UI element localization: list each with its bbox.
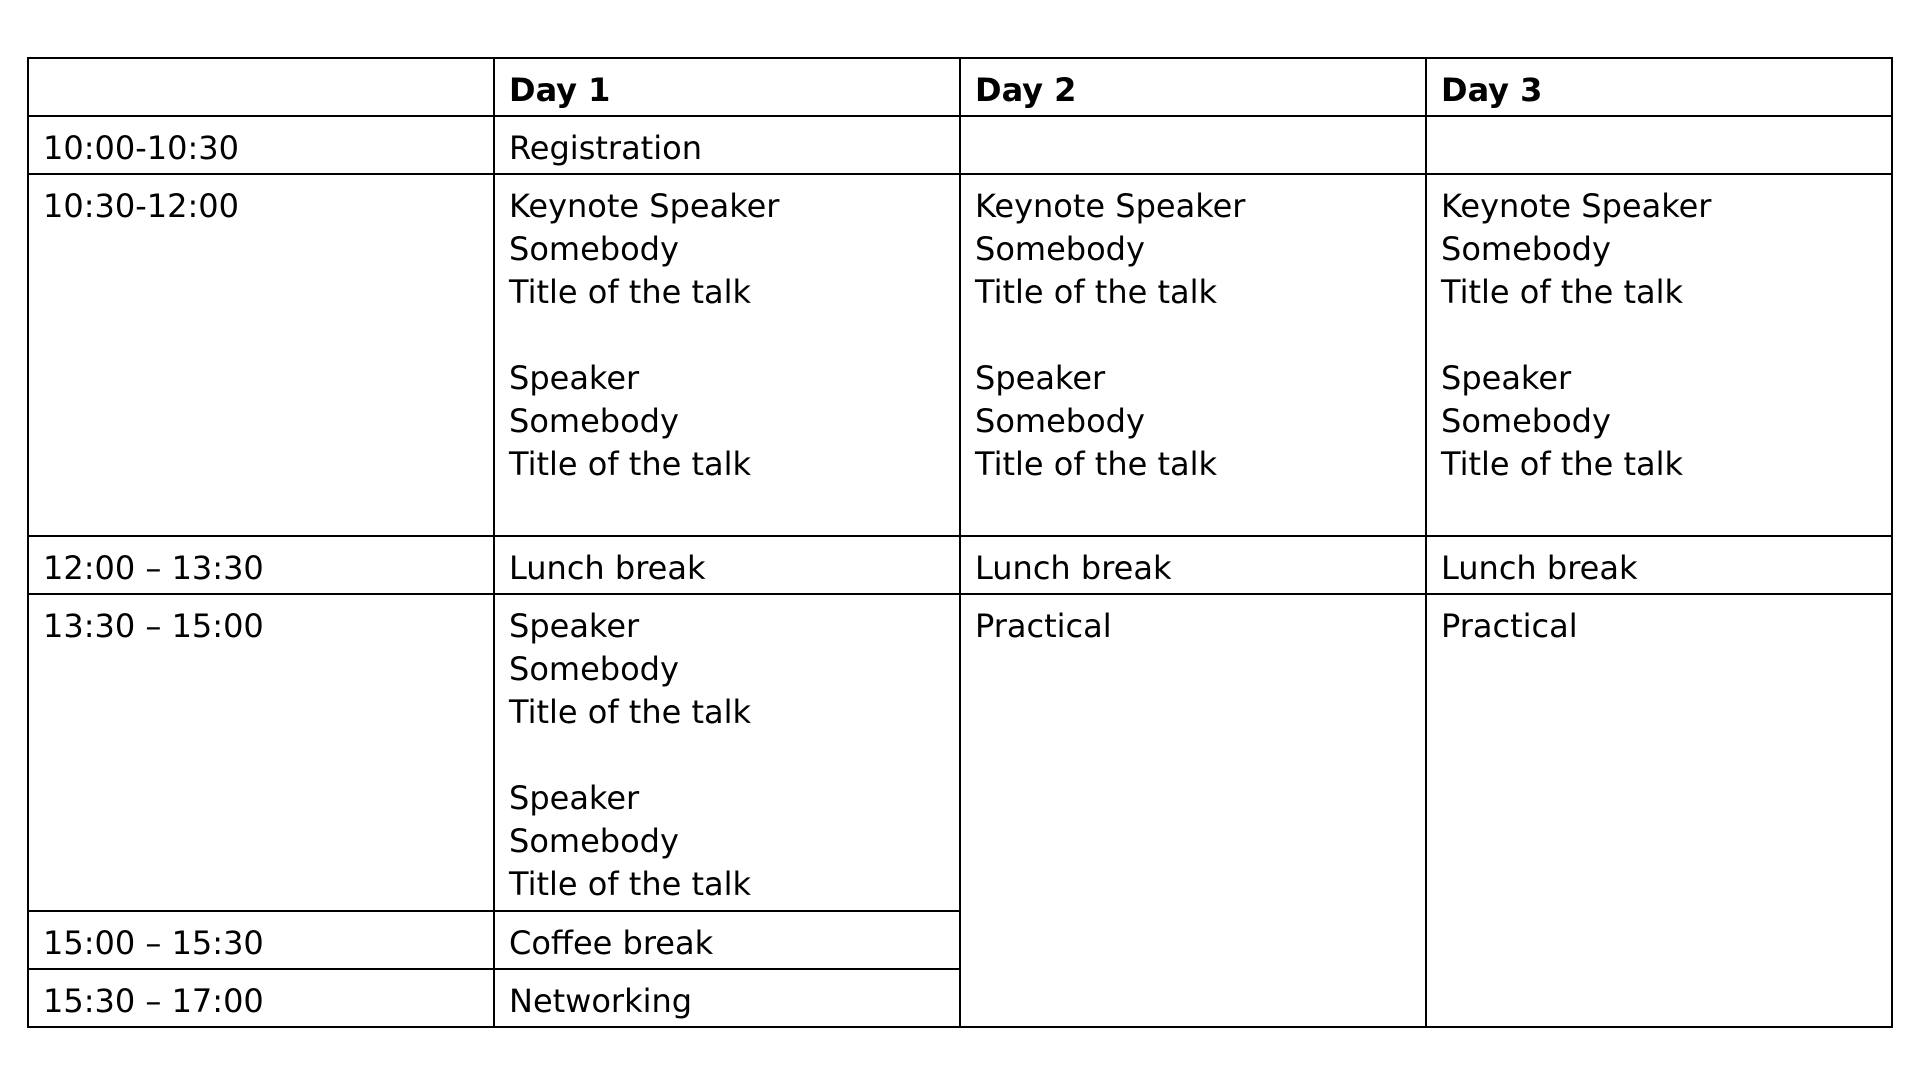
- day3-lunch: Lunch break: [1426, 536, 1892, 594]
- header-day2: Day 2: [960, 58, 1426, 116]
- speaker-name: Somebody: [509, 650, 679, 688]
- speaker-name: Somebody: [509, 822, 679, 860]
- keynote-name: Somebody: [509, 230, 679, 268]
- speaker-label: Speaker: [1441, 359, 1572, 397]
- day2-morning-session: [960, 174, 1426, 536]
- speaker-label: Speaker: [975, 359, 1106, 397]
- speaker-talk-title: Title of the talk: [509, 445, 752, 483]
- header-day1: Day 1: [494, 58, 960, 116]
- keynote-label: Keynote Speaker: [509, 187, 780, 225]
- row-afternoon-session: [28, 594, 1892, 911]
- schedule-table: [27, 57, 1893, 1028]
- speaker-talk-title: Title of the talk: [509, 693, 752, 731]
- day2-empty-cell: [960, 116, 1426, 174]
- day1-registration: Registration: [494, 116, 960, 174]
- row-registration: [28, 116, 1892, 174]
- row-lunch: [28, 536, 1892, 594]
- time-cell: 10:00-10:30: [28, 116, 494, 174]
- speaker-label: Speaker: [509, 607, 640, 645]
- keynote-label: Keynote Speaker: [1441, 187, 1712, 225]
- header-row: [28, 58, 1892, 116]
- keynote-name: Somebody: [975, 230, 1145, 268]
- header-day3: Day 3: [1426, 58, 1892, 116]
- time-cell: 12:00 – 13:30: [28, 536, 494, 594]
- speaker-label: Speaker: [509, 359, 640, 397]
- day1-lunch: Lunch break: [494, 536, 960, 594]
- time-cell: 15:00 – 15:30: [28, 911, 494, 969]
- speaker-talk-title: Title of the talk: [975, 445, 1218, 483]
- day1-afternoon-session: [494, 594, 960, 911]
- speaker-name: Somebody: [509, 402, 679, 440]
- keynote-talk-title: Title of the talk: [975, 273, 1218, 311]
- day3-empty-cell: [1426, 116, 1892, 174]
- day2-lunch: Lunch break: [960, 536, 1426, 594]
- speaker-talk-title: Title of the talk: [509, 865, 752, 903]
- day1-coffee-break: Coffee break: [494, 911, 960, 969]
- day1-networking: Networking: [494, 969, 960, 1027]
- day3-morning-session: [1426, 174, 1892, 536]
- keynote-label: Keynote Speaker: [975, 187, 1246, 225]
- day3-practical: Practical: [1426, 594, 1892, 1027]
- speaker-label: Speaker: [509, 779, 640, 817]
- day1-morning-session: [494, 174, 960, 536]
- speaker-talk-title: Title of the talk: [1441, 445, 1684, 483]
- keynote-name: Somebody: [1441, 230, 1611, 268]
- speaker-name: Somebody: [1441, 402, 1611, 440]
- header-time-cell: [28, 58, 494, 116]
- speaker-name: Somebody: [975, 402, 1145, 440]
- time-cell: 13:30 – 15:00: [28, 594, 494, 911]
- keynote-talk-title: Title of the talk: [509, 273, 752, 311]
- time-cell: 15:30 – 17:00: [28, 969, 494, 1027]
- keynote-talk-title: Title of the talk: [1441, 273, 1684, 311]
- day2-practical: Practical: [960, 594, 1426, 1027]
- row-morning-session: [28, 174, 1892, 536]
- time-cell: 10:30-12:00: [28, 174, 494, 536]
